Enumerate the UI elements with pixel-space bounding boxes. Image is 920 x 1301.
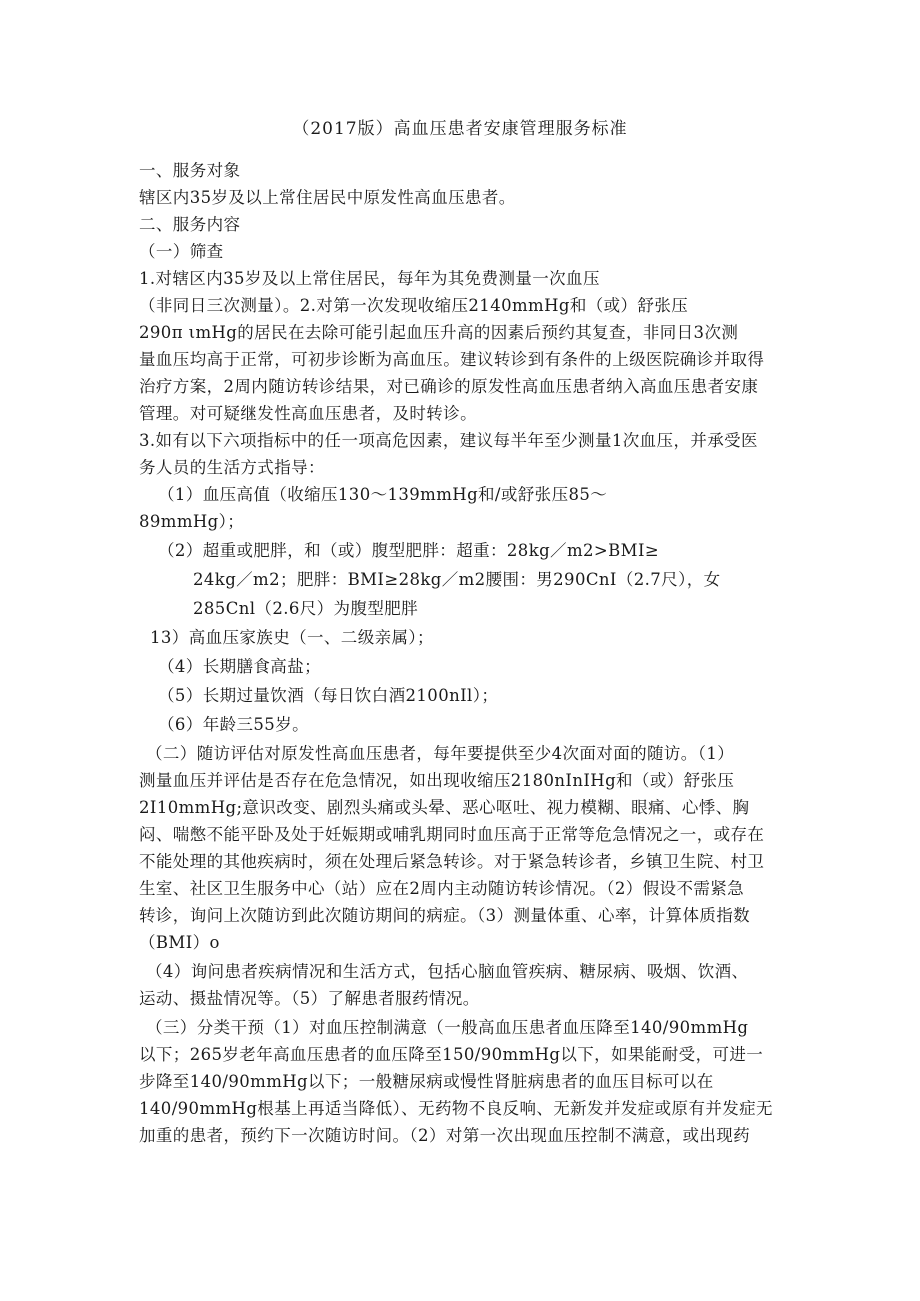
paragraph-line: 生室、社区卫生服务中心（站）应在2周内主动随访转诊情况。（2）假设不需紧急 xyxy=(139,879,745,898)
document-title: （2017版）高血压患者安康管理服务标准 xyxy=(292,119,628,139)
list-item-line: （1）血压高值（收缩压130～139mmHg和/或舒张压85～ xyxy=(158,485,608,504)
paragraph-line: （4）询问患者疾病情况和生活方式，包括心脑血管疾病、糖尿病、吸烟、饮酒、 xyxy=(146,962,749,981)
section-heading-service-content: 二、服务内容 xyxy=(139,215,241,234)
paragraph-line: 不能处理的其他疾病时，须在处理后紧急转诊。对于紧急转诊者，乡镇卫生院、村卫 xyxy=(139,852,765,871)
subsection-heading-screening: （一）筛查 xyxy=(139,242,224,261)
paragraph-line: 转诊，询问上次随访到此次随访期间的病症。（3）测量体重、心率，计算体质指数 xyxy=(139,906,751,925)
list-item-line: 24kg／m2；肥胖：BMI≥28kg／m2腰围：男290CnI（2.7尺），女 xyxy=(193,570,721,589)
paragraph-line: （非同日三次测量）。2.对第一次发现收缩压2140mmHg和（或）舒张压 xyxy=(139,296,689,315)
list-item-line: （6）年龄三55岁。 xyxy=(158,715,309,734)
list-item-line: （4）长期膳食高盐； xyxy=(158,657,321,676)
paragraph-line: 运动、摄盐情况等。（5）了解患者服药情况。 xyxy=(139,989,480,1008)
paragraph-line: 治疗方案，2周内随访转诊结果，对已确诊的原发性高血压患者纳入高血压患者安康 xyxy=(139,377,759,396)
paragraph-line: 1.对辖区内35岁及以上常住居民，每年为其免费测量一次血压 xyxy=(139,269,600,288)
paragraph-line: 闷、喘憋不能平卧及处于妊娠期或哺乳期同时血压高于正常等危急情况之一，或存在 xyxy=(139,825,765,844)
paragraph-line: 以下；265岁老年高血压患者的血压降至150/90mmHg以下，如果能耐受，可进一 xyxy=(139,1045,764,1064)
paragraph-line: （BMI）o xyxy=(139,933,220,952)
paragraph-line: 140/90mmHg根基上再适当降低）、无药物不良反响、无新发并发症或原有并发症无 xyxy=(139,1099,773,1118)
paragraph-line: 测量血压并评估是否存在危急情况，如出现收缩压2180nInIHg和（或）舒张压 xyxy=(139,771,735,790)
list-item-line: 285Cnl（2.6尺）为腹型肥胖 xyxy=(193,599,419,618)
paragraph-line: 管理。对可疑继发性高血压患者，及时转诊。 xyxy=(139,404,477,423)
list-item-line: 13）高血压家族史（一、二级亲属）； xyxy=(150,628,434,647)
paragraph-line: 务人员的生活方式指导： xyxy=(139,458,325,477)
paragraph-line: 290π ιmHg的居民在去除可能引起血压升高的因素后预约其复查，非同日3次测 xyxy=(139,323,739,342)
paragraph-line: 量血压均高于正常，可初步诊断为高血压。建议转诊到有条件的上级医院确诊并取得 xyxy=(139,350,765,369)
paragraph-line: （三）分类干预（1）对血压控制满意（一般高血压患者血压降至140/90mmHg xyxy=(146,1018,749,1037)
paragraph-line: 3.如有以下六项指标中的任一项高危因素，建议每半年至少测量1次血压，并承受医 xyxy=(139,431,758,450)
paragraph-line: 步降至140/90mmHg以下；一般糖尿病或慢性肾脏病患者的血压目标可以在 xyxy=(139,1072,714,1091)
section-heading-service-target: 一、服务对象 xyxy=(139,161,241,180)
list-item-line: 89mmHg）； xyxy=(139,512,245,531)
paragraph-line: 辖区内35岁及以上常住居民中原发性高血压患者。 xyxy=(139,188,516,207)
paragraph-line: 加重的患者，预约下一次随访时间。（2）对第一次出现血压控制不满意，或出现药 xyxy=(139,1126,751,1145)
paragraph-line: （二）随访评估对原发性高血压患者，每年要提供至少4次面对面的随访。（1） xyxy=(146,744,735,763)
paragraph-line: 2I10mmHg;意识改变、剧烈头痛或头晕、恶心呕吐、视力模糊、眼痛、心悸、胸 xyxy=(139,798,750,817)
list-item-line: （5）长期过量饮酒（每日饮白酒2100nIl）； xyxy=(158,686,499,705)
list-item-line: （2）超重或肥胖，和（或）腹型肥胖：超重：28kg／m2>BMI≥ xyxy=(158,541,660,560)
